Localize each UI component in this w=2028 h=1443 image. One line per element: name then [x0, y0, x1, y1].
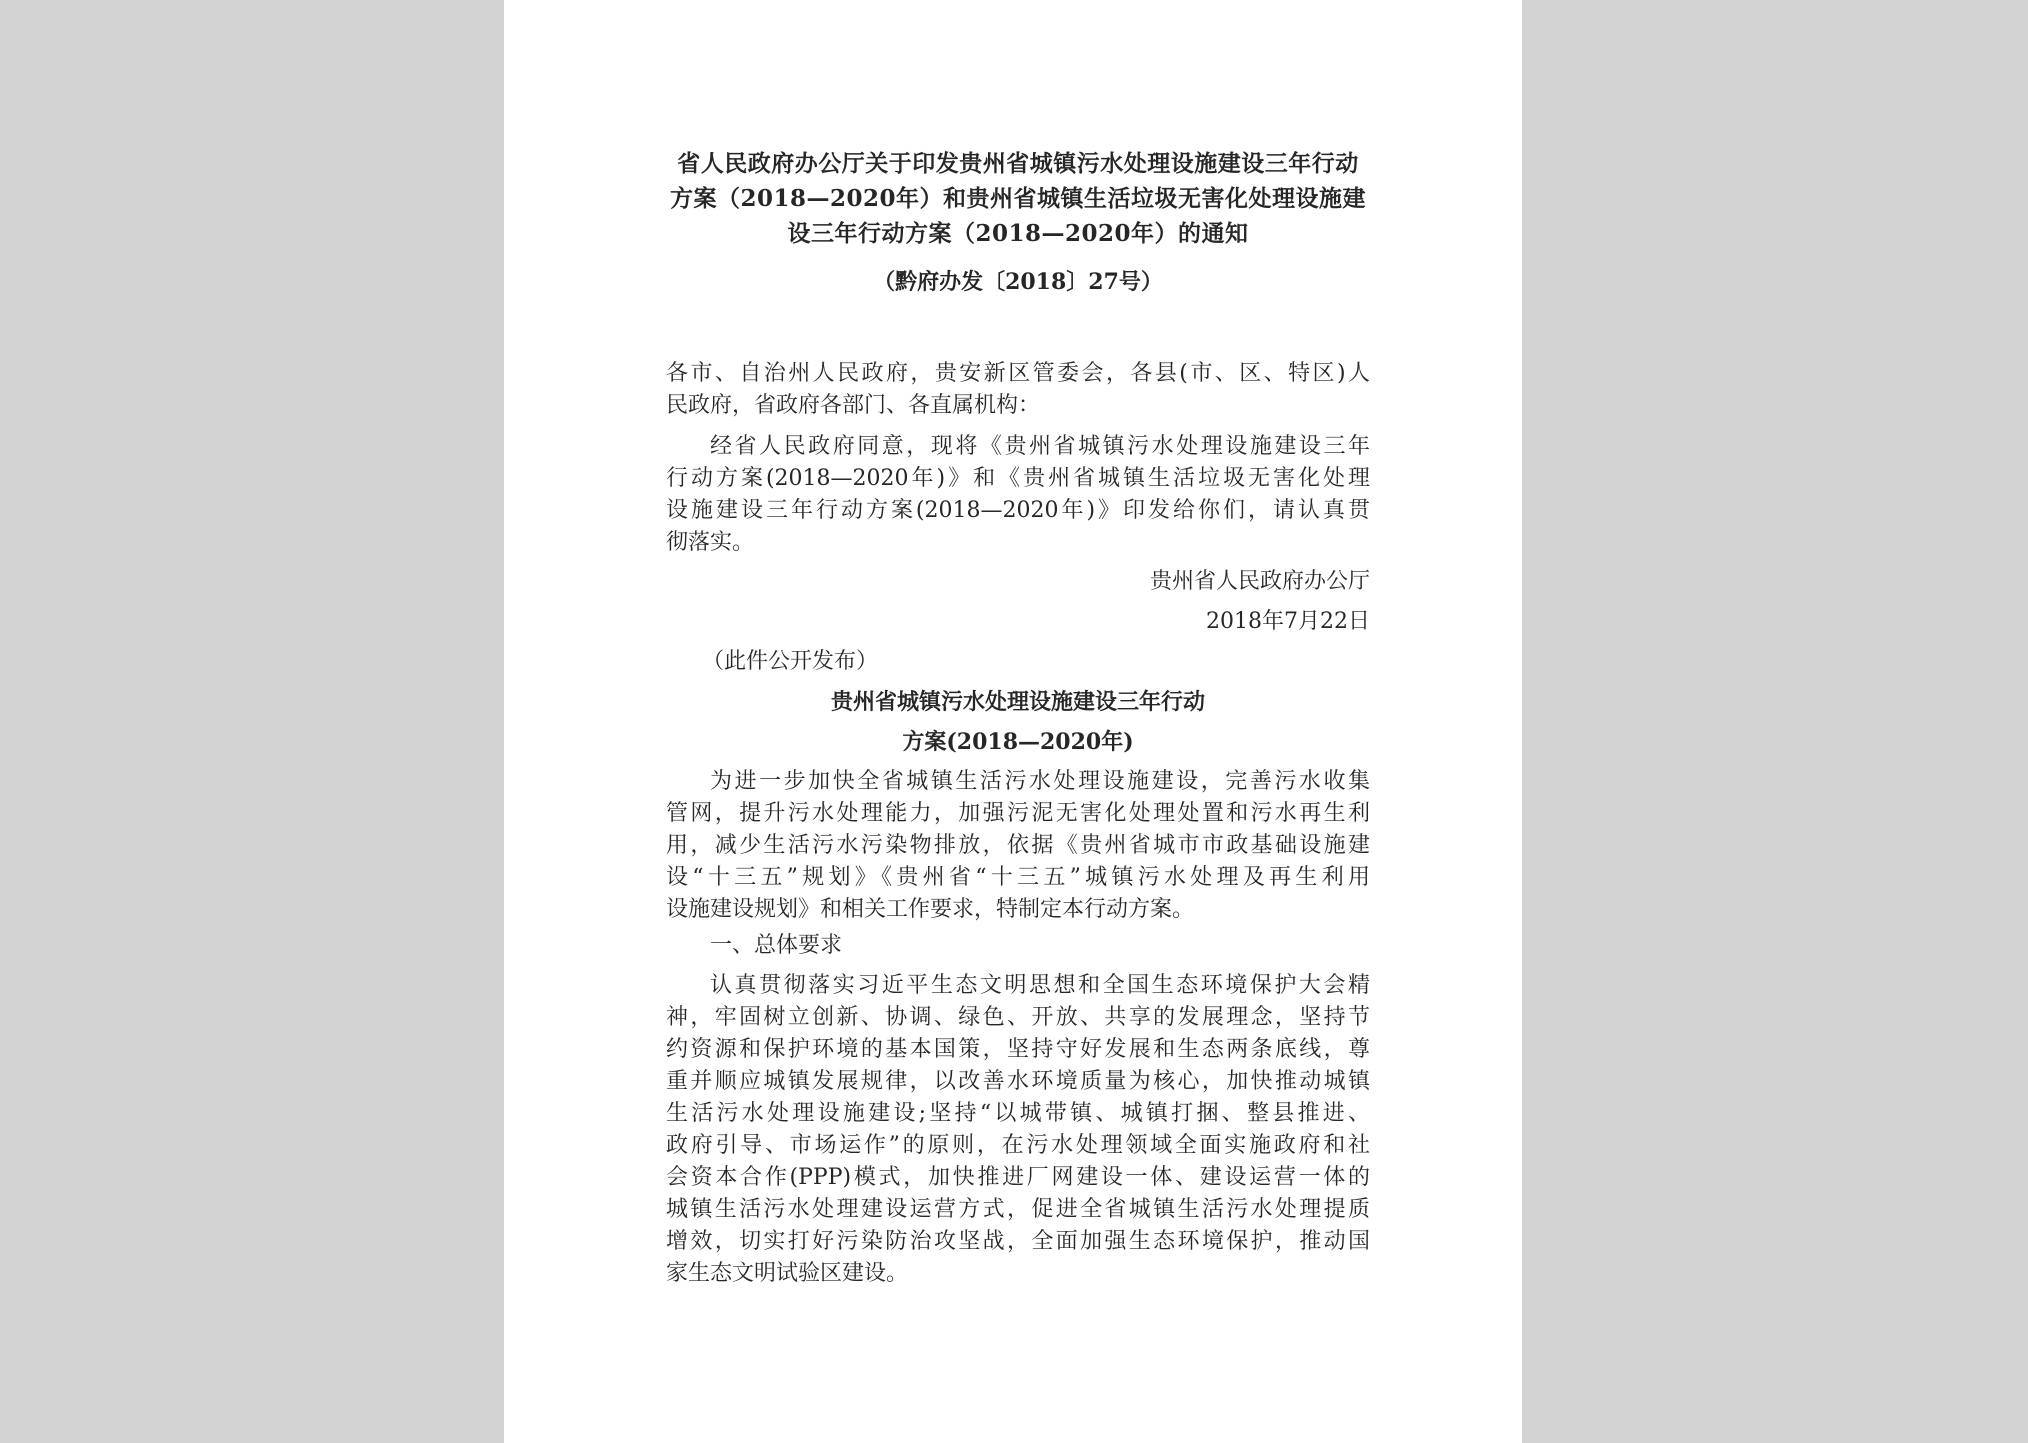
issue-date: 2018年7月22日: [1206, 609, 1370, 634]
section-body-line: 约资源和保护环境的基本国策，坚持守好发展和生态两条底线，尊: [666, 1037, 1370, 1062]
issuer: 贵州省人民政府办公厅: [1149, 569, 1370, 594]
section-body-line: 家生态文明试验区建设。: [666, 1261, 909, 1286]
notice-title: [666, 146, 1370, 251]
notice-body-line: 设施建设三年行动方案(2018—2020年)》印发给你们，请认真贯: [666, 498, 1370, 523]
notice-body-line: 行动方案(2018—2020年)》和《贵州省城镇生活垃圾无害化处理: [666, 466, 1370, 491]
notice-title-line: 设三年行动方案（2018—2020年）的通知: [787, 220, 1249, 247]
plan-title-line: 贵州省城镇污水处理设施建设三年行动: [830, 689, 1205, 715]
section-body-line: 重并顺应城镇发展规律，以改善水环境质量为核心，加快推动城镇: [666, 1069, 1370, 1094]
addressee-line: 民政府，省政府各部门、各直属机构：: [666, 393, 1041, 418]
section-body-line: 会资本合作(PPP)模式，加快推进厂网建设一体、建设运营一体的: [666, 1165, 1370, 1190]
notice-title-line: 省人民政府办公厅关于印发贵州省城镇污水处理设施建设三年行动: [677, 150, 1359, 177]
notice-body-line: 经省人民政府同意，现将《贵州省城镇污水处理设施建设三年: [710, 434, 1370, 459]
section-heading: 一、总体要求: [710, 933, 843, 958]
plan-title-line: 方案(2018—2020年): [902, 729, 1134, 755]
section-body-line: 认真贯彻落实习近平生态文明思想和全国生态环境保护大会精: [710, 973, 1370, 998]
plan-intro-line: 管网，提升污水处理能力，加强污泥无害化处理处置和污水再生利: [666, 801, 1370, 826]
plan-intro-line: 设施建设规划》和相关工作要求，特制定本行动方案。: [666, 897, 1195, 922]
section-body-line: 政府引导、市场运作”的原则，在污水处理领域全面实施政府和社: [666, 1133, 1370, 1158]
document-number: （黔府办发〔2018〕27号）: [873, 269, 1163, 295]
section-body-line: 神，牢固树立创新、协调、绿色、开放、共享的发展理念，坚持节: [666, 1005, 1370, 1030]
addressee-line: 各市、自治州人民政府，贵安新区管委会，各县(市、区、特区)人: [666, 361, 1370, 386]
plan-intro-line: 设“十三五”规划》《贵州省“十三五”城镇污水处理及再生利用: [666, 865, 1370, 890]
notice-body-line: 彻落实。: [666, 530, 755, 555]
document-page: [504, 0, 1522, 1443]
section-body-line: 城镇生活污水处理建设运营方式，促进全省城镇生活污水处理提质: [666, 1197, 1370, 1222]
publication-note: （此件公开发布）: [702, 649, 879, 674]
notice-title-line: 方案（2018—2020年）和贵州省城镇生活垃圾无害化处理设施建: [669, 185, 1367, 212]
section-body-line: 生活污水处理设施建设;坚持“以城带镇、城镇打捆、整县推进、: [666, 1101, 1370, 1126]
section-body-line: 增效，切实打好污染防治攻坚战，全面加强生态环境保护，推动国: [666, 1229, 1370, 1254]
plan-intro-line: 为进一步加快全省城镇生活污水处理设施建设，完善污水收集: [710, 769, 1370, 794]
plan-intro-line: 用，减少生活污水污染物排放，依据《贵州省城市市政基础设施建: [666, 833, 1370, 858]
